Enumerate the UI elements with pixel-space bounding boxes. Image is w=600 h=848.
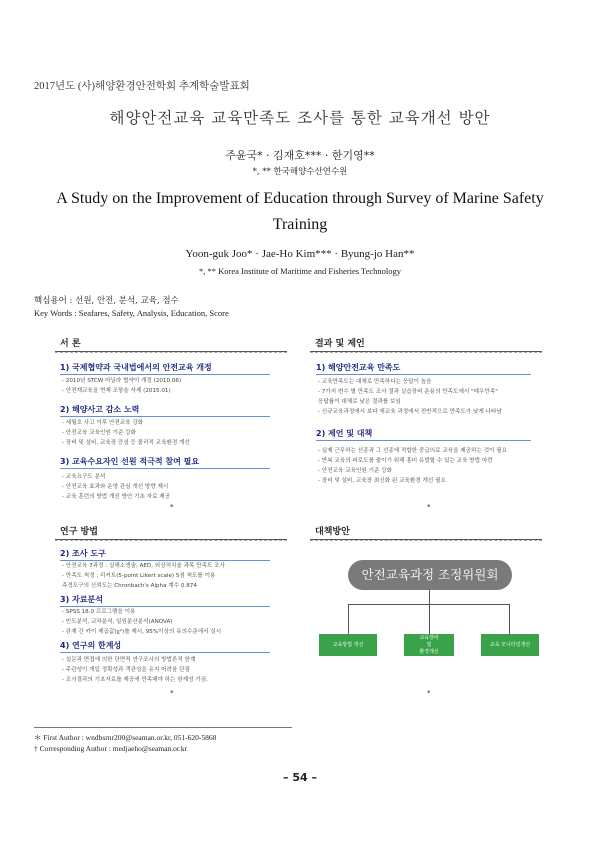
methods-heading: 연구 방법 <box>60 527 98 537</box>
methods-section-title: 2) 조사 도구 <box>60 549 106 558</box>
authors-english: Yoon-guk Joo* · Jae-Ho Kim*** · Byung-jo Han** <box>185 248 415 260</box>
connector-line <box>429 604 430 634</box>
slide-dot: ▪ <box>170 503 174 509</box>
bullet-item: - 반복 교육의 피로도를 줄이기 위해 흥미 유발할 수 있는 교육 방법 마련 <box>318 458 493 464</box>
footnote-first-author: ＊ First Author : wndbsrnr200@seaman.or.kr, 051-620-5868 <box>34 733 217 742</box>
bullet-item: - 장비 및 설비, 교육장 증설 등 물리적 교육환경 개선 <box>62 440 190 446</box>
section-rule <box>60 416 270 417</box>
bullet-item: - 교육요구도 분석 <box>62 474 106 480</box>
conference-name: 2017년도 (사)해양환경안전학회 추계학술발표회 <box>34 81 250 92</box>
slide-dot: ▪ <box>427 503 431 509</box>
bullet-item: - SPSS 18.0 프로그램을 이용 <box>62 609 136 615</box>
conclusion-section-title: 2) 제언 및 대책 <box>316 429 373 438</box>
conclusion-heading-rule <box>310 351 542 353</box>
bullet-item: - 세월호 사고 이후 안전교육 강화 <box>62 420 144 426</box>
bullet-item: - 교육만족도는 대체로 만족하다는 응답이 높음 <box>318 379 432 385</box>
section-rule <box>316 374 531 375</box>
conclusion-heading: 결과 및 제언 <box>315 339 365 349</box>
bullet-item: - 안전교육 교육인원 기준 강화 <box>62 430 136 436</box>
intro-heading-rule <box>55 351 287 353</box>
section-rule <box>60 606 270 607</box>
bullet-item: - 2010년 STCW 마닐라 협약이 개정 (2010.06) <box>62 378 182 384</box>
bullet-item: 응답률이 대체로 낮은 결과를 보임 <box>318 399 401 405</box>
affiliation-korean: *, ** 한국해양수산연수원 <box>252 167 348 177</box>
committee-box: 안전교육과정 조정위원회 <box>348 560 512 590</box>
bullet-item: - 주관성이 개입 정확성과 객관성을 유지 어려움 단점 <box>62 667 190 673</box>
affiliation-english: *, ** Korea Institute of Maritime and Fisheries Technology <box>198 266 402 276</box>
intro-section-title: 3) 교육수요자인 선원 적극적 참여 필요 <box>60 457 200 466</box>
connector-line <box>509 604 510 634</box>
bullet-item: - 교육 훈련의 방법 개선 방안 기초 자료 제공 <box>62 494 171 500</box>
bullet-item: - 관계 간 카이 제곱값(χ²)를 제시, 95%이상의 유의수준에서 실시 <box>62 629 222 635</box>
title-english: A Study on the Improvement of Education through Survey of Marine Safety Training <box>56 190 544 233</box>
section-rule <box>316 440 531 441</box>
connector-line <box>429 590 430 604</box>
bullet-item: - 빈도분석, 교차분석, 일원분산분석(ANOVA) <box>62 619 173 625</box>
methods-section-title: 3) 자료분석 <box>60 595 103 604</box>
authors-korean: 주윤국* · 김재호*** · 한기영** <box>225 149 375 162</box>
intro-section-title: 2) 해양사고 감소 노력 <box>60 405 140 414</box>
methods-section-title: 4) 연구의 한계성 <box>60 641 122 650</box>
intro-section-title: 1) 국제협약과 국내법에서의 안전교육 개정 <box>60 363 212 372</box>
methods-heading-rule <box>55 539 287 541</box>
title-korean: 해양안전교육 교육만족도 조사를 통한 교육개선 방안 <box>109 109 491 127</box>
connector-line <box>348 604 349 634</box>
page-number: – 54 – <box>283 771 317 784</box>
conclusion-section-title: 1) 해양안전교육 만족도 <box>316 363 401 372</box>
bullet-item: - 신규교육과정에서 보다 재교육 과정에서 전반적으로 만족도가 낮게 나타남 <box>318 409 502 415</box>
bullet-item: - 장비 및 설비, 교육장 최신화 된 교육환경 개선 필요 <box>318 478 446 484</box>
section-rule <box>60 560 270 561</box>
bullet-item: - 조사결과의 기초자료를 제공에 만족해야 하는 한계성 가짐. <box>62 677 208 683</box>
bullet-item: - 안전교육 7과정 : 실해소생술, AED, 외상처치술 과목 만족도 조사 <box>62 563 225 569</box>
measures-heading-rule <box>310 539 542 541</box>
bullet-item: - 7가지 변수 별 만족도 조사 결과 실습장비 운용의 만족도에서 "매우만족" <box>318 389 498 395</box>
footnote-corresponding-author: † Corresponding Author : medjaeho@seaman.or.kr <box>34 744 188 753</box>
keywords-english: Key Words : Seafares, Safety, Analysis, Education, Score <box>34 308 229 318</box>
slide-dot: ▪ <box>427 689 431 695</box>
measure-box-equipment: 교육장비 및 환경개선 <box>404 634 454 656</box>
bullet-item: - 실제 근무하는 선종과 그 선종에 적합한 중급의료 교육을 제공하는 것이 필요 <box>318 448 508 454</box>
bullet-item: - 안전교육 교육인원 기준 강화 <box>318 468 392 474</box>
section-rule <box>60 468 270 469</box>
bullet-item: - 만족도 척정 : 리커트(5-point Likert scale) 5점 척도를 이용 <box>62 573 216 579</box>
slide-dot: ▪ <box>170 689 174 695</box>
footnote-separator <box>34 727 292 728</box>
section-rule <box>60 374 270 375</box>
section-rule <box>60 652 270 653</box>
bullet-item: - 안전재교육을 면제 조항을 삭제 (2015.01) <box>62 388 171 394</box>
bullet-item: 측정도구의 신뢰도는 Chronbach's Alpha 계수 0.874 <box>62 583 197 589</box>
bullet-item: - 설문과 면접에 의한 단면적 연구조사의 방법론적 한계 <box>62 657 196 663</box>
intro-heading: 서 론 <box>60 339 81 349</box>
keywords-korean: 핵심용어 : 선원, 안전, 분석, 교육, 점수 <box>34 296 179 306</box>
measure-box-monitoring: 교육 모니터링개선 <box>481 634 539 656</box>
measure-box-method: 교육방법 개선 <box>319 634 377 656</box>
bullet-item: - 안전교육 효과와 운영 관심 개선 방향 제시 <box>62 484 169 490</box>
measures-heading: 대책방안 <box>315 527 350 537</box>
